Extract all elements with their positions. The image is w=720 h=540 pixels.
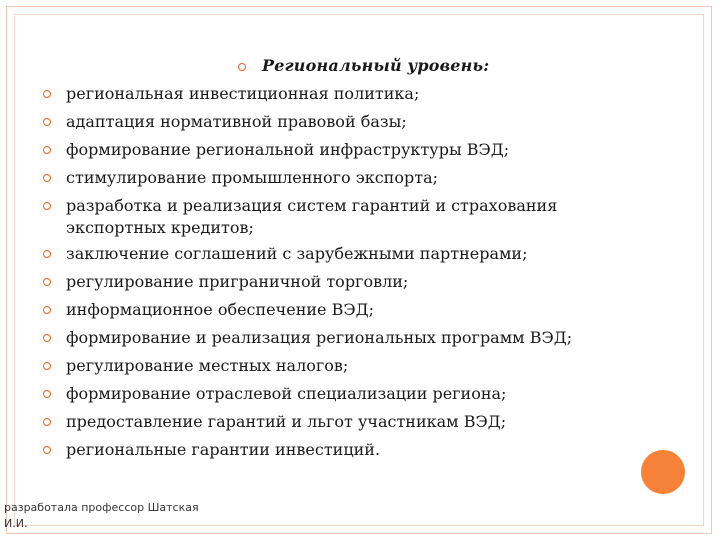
list-item-continuation: экспортных кредитов;	[66, 218, 254, 237]
bullet-icon	[43, 278, 51, 286]
list-item: разработка и реализация систем гарантий и страхования	[66, 196, 558, 215]
bullet-icon	[43, 118, 51, 126]
bullet-icon	[43, 446, 51, 454]
list-item: формирование отраслевой специализации региона;	[66, 384, 507, 403]
list-item: региональная инвестиционная политика;	[66, 84, 420, 103]
bullet-icon	[43, 202, 51, 210]
list-item: стимулирование промышленного экспорта;	[66, 168, 438, 187]
bullet-icon	[43, 250, 51, 258]
bullet-icon	[43, 174, 51, 182]
list-item: адаптация нормативной правовой базы;	[66, 112, 407, 131]
author-line-1: разработала профессор Шатская	[4, 501, 199, 514]
bullet-icon	[43, 146, 51, 154]
list-item: формирование региональной инфраструктуры ВЭД;	[66, 140, 510, 159]
author-line-2: И.И.	[4, 517, 28, 530]
bullet-icon	[43, 390, 51, 398]
list-item: предоставление гарантий и льгот участникам ВЭД;	[66, 412, 507, 431]
bullet-icon	[43, 362, 51, 370]
bullet-icon	[43, 418, 51, 426]
list-item: регулирование местных налогов;	[66, 356, 349, 375]
section-heading: Региональный уровень:	[262, 56, 490, 75]
list-item: информационное обеспечение ВЭД;	[66, 300, 374, 319]
bullet-icon	[43, 334, 51, 342]
heading-bullet-icon	[238, 63, 246, 71]
decorative-circle	[641, 450, 685, 494]
list-item: формирование и реализация региональных программ ВЭД;	[66, 328, 573, 347]
list-item: заключение соглашений с зарубежными партнерами;	[66, 244, 528, 263]
author-footer	[4, 500, 204, 532]
list-item: региональные гарантии инвестиций.	[66, 440, 381, 459]
bullet-icon	[43, 90, 51, 98]
bullet-icon	[43, 306, 51, 314]
list-item: регулирование приграничной торговли;	[66, 272, 409, 291]
